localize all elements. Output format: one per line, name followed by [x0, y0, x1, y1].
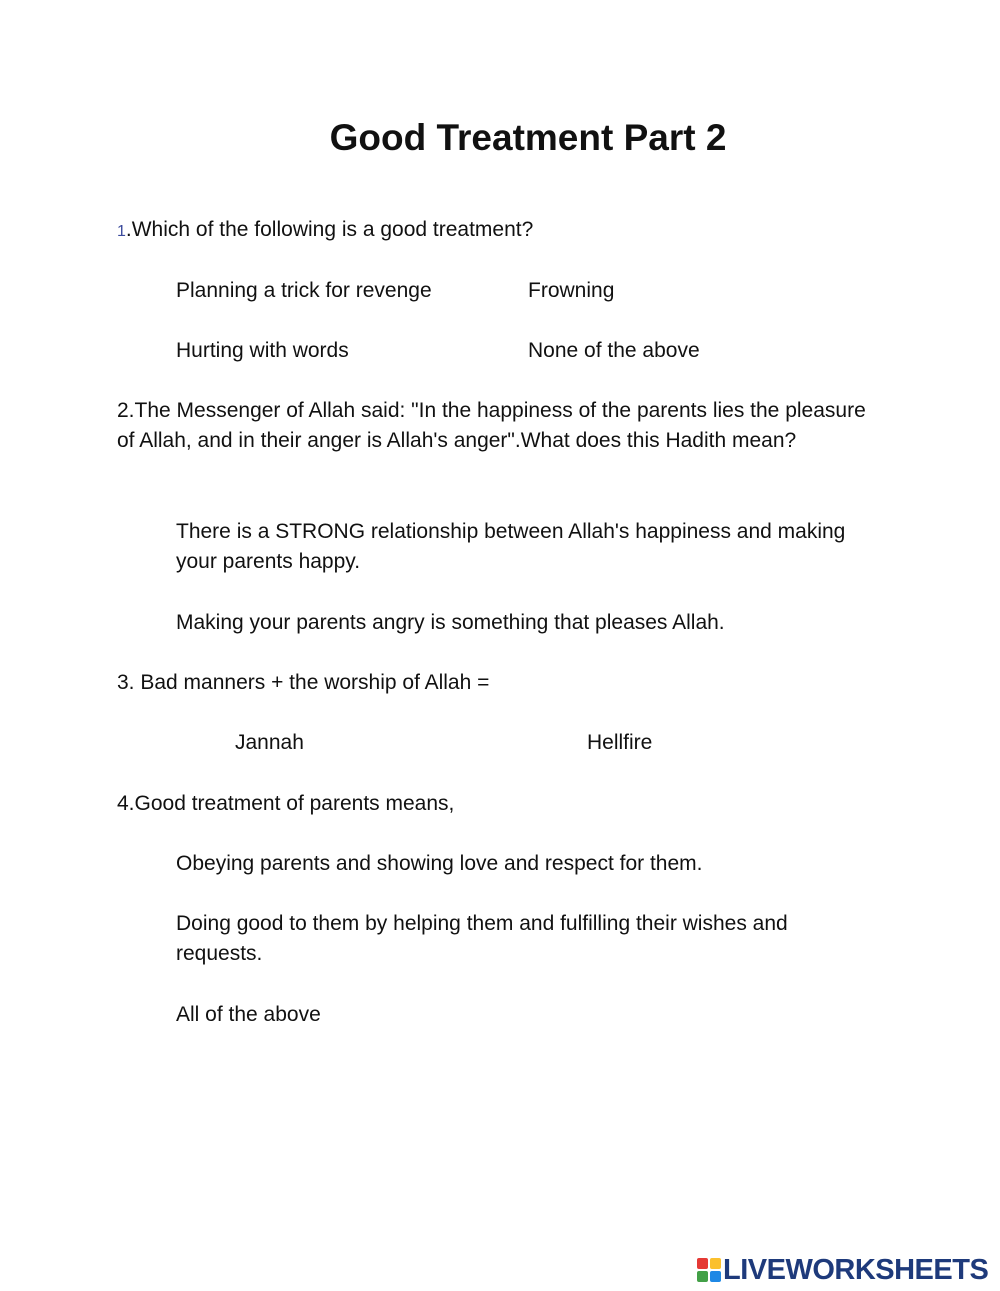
q1-option-3[interactable]: Hurting with words: [176, 339, 349, 362]
q2-option-2[interactable]: Making your parents angry is something that pleases Allah.: [176, 611, 725, 634]
q1-option-4[interactable]: None of the above: [528, 339, 700, 362]
q2-option-1[interactable]: There is a STRONG relationship between Allah's happiness and making your parents happy.: [176, 520, 846, 573]
q1-option-1[interactable]: Planning a trick for revenge: [176, 279, 432, 302]
logo-square-l: [697, 1258, 708, 1269]
logo-text: LIVEWORKSHEETS: [723, 1254, 989, 1286]
question-1: [117, 215, 533, 247]
liveworksheets-logo: [697, 1253, 988, 1287]
question-1-number: 1: [117, 223, 126, 240]
question-1-text: .Which of the following is a good treatment?: [125, 218, 534, 241]
q3-option-1[interactable]: Jannah: [235, 731, 304, 754]
logo-square-v: [697, 1271, 708, 1282]
question-2-text: 2.The Messenger of Allah said: "In the happiness of the parents lies the pleasure of Allah, and in their anger is Allah's anger".What does this Hadith mean?: [117, 399, 866, 452]
logo-mark-icon: [697, 1258, 721, 1282]
q4-option-3[interactable]: All of the above: [176, 1003, 321, 1026]
page-title: Good Treatment Part 2: [329, 117, 727, 158]
logo-square-i: [710, 1258, 721, 1269]
q3-option-2[interactable]: Hellfire: [587, 731, 653, 754]
question-3-text: 3. Bad manners + the worship of Allah =: [117, 671, 490, 694]
logo-square-e: [710, 1271, 721, 1282]
q4-option-2[interactable]: Doing good to them by helping them and fulfilling their wishes and requests.: [176, 912, 788, 965]
q4-option-1[interactable]: Obeying parents and showing love and respect for them.: [176, 852, 703, 875]
question-4-text: 4.Good treatment of parents means,: [117, 792, 455, 815]
q1-option-2[interactable]: Frowning: [528, 279, 615, 302]
